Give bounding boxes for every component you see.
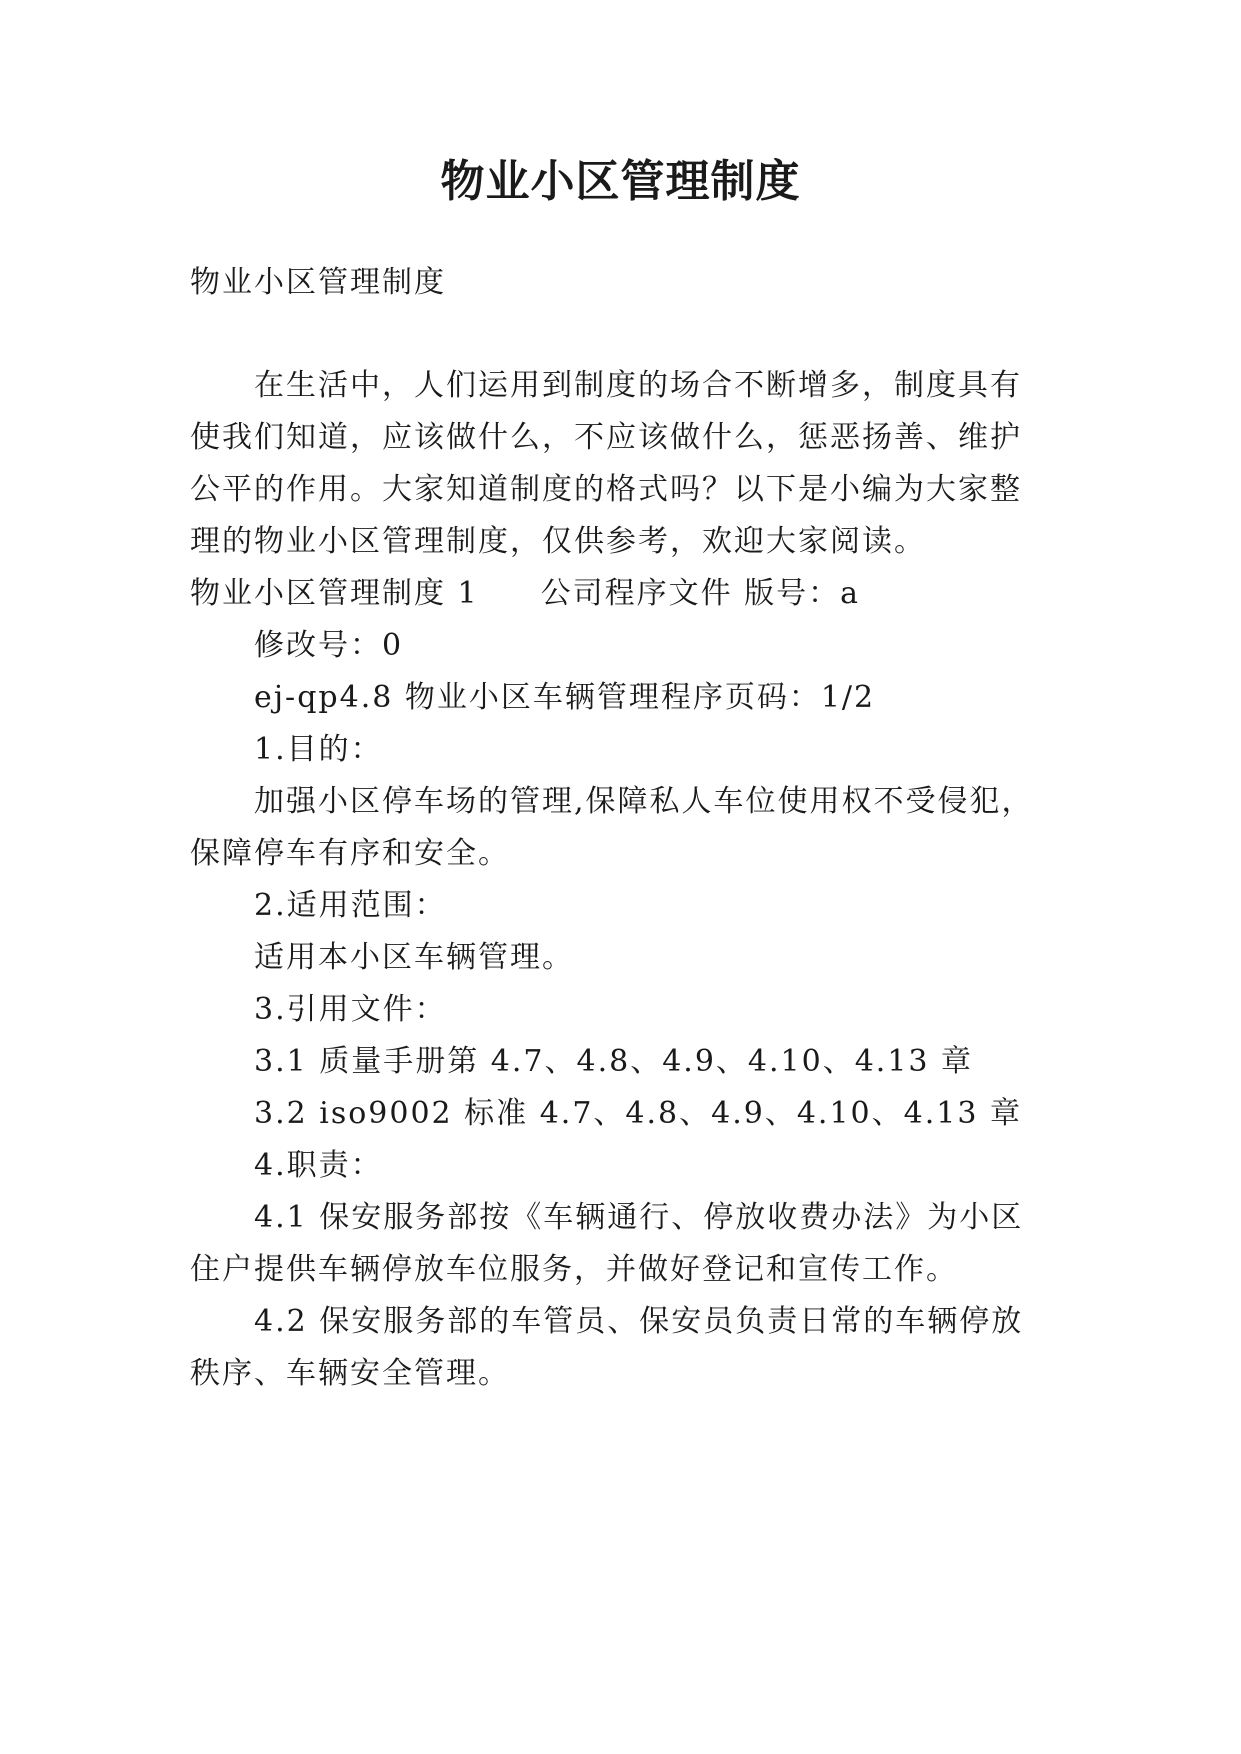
header-line xyxy=(190,574,860,614)
section-line-8: 3.2 iso9002 标准 4.7、4.8、4.9、4.10、4.13 章 xyxy=(254,1096,1022,1131)
doc-code-label: ej-qp4.8 物业小区车辆管理程序页码：1/2 xyxy=(254,680,876,715)
document-subtitle: 物业小区管理制度 xyxy=(190,265,446,300)
intro-line-4: 理的物业小区管理制度，仅供参考，欢迎大家阅读。 xyxy=(190,524,926,559)
section-line-2: 加强小区停车场的管理,保障私人车位使用权不受侵犯， xyxy=(254,784,1034,819)
document-title: 物业小区管理制度 xyxy=(440,156,801,207)
version-label: 版号：a xyxy=(744,576,861,611)
section-line-11: 住户提供车辆停放车位服务，并做好登记和宣传工作。 xyxy=(190,1252,958,1287)
doc-type-label: 公司程序文件 xyxy=(540,576,733,611)
revision-label: 修改号：0 xyxy=(254,628,404,663)
section-line-4: 2.适用范围： xyxy=(254,888,447,923)
intro-line-1: 在生活中，人们运用到制度的场合不断增多，制度具有 xyxy=(254,368,1022,403)
section-line-7: 3.1 质量手册第 4.7、4.8、4.9、4.10、4.13 章 xyxy=(254,1044,974,1079)
section-line-9: 4.职责： xyxy=(254,1148,383,1183)
section-line-1: 1.目的： xyxy=(254,732,383,767)
intro-line-3: 公平的作用。大家知道制度的格式吗？以下是小编为大家整 xyxy=(190,472,1022,507)
section-line-6: 3.引用文件： xyxy=(254,992,447,1027)
section-line-3: 保障停车有序和安全。 xyxy=(190,836,510,871)
section-heading: 物业小区管理制度 1 xyxy=(190,576,479,611)
intro-line-2: 使我们知道，应该做什么，不应该做什么，惩恶扬善、维护 xyxy=(190,420,1022,455)
section-line-13: 秩序、车辆安全管理。 xyxy=(190,1356,510,1391)
section-line-12: 4.2 保安服务部的车管员、保安员负责日常的车辆停放 xyxy=(254,1304,1024,1339)
section-line-10: 4.1 保安服务部按《车辆通行、停放收费办法》为小区 xyxy=(254,1200,1024,1235)
section-line-5: 适用本小区车辆管理。 xyxy=(254,940,574,975)
